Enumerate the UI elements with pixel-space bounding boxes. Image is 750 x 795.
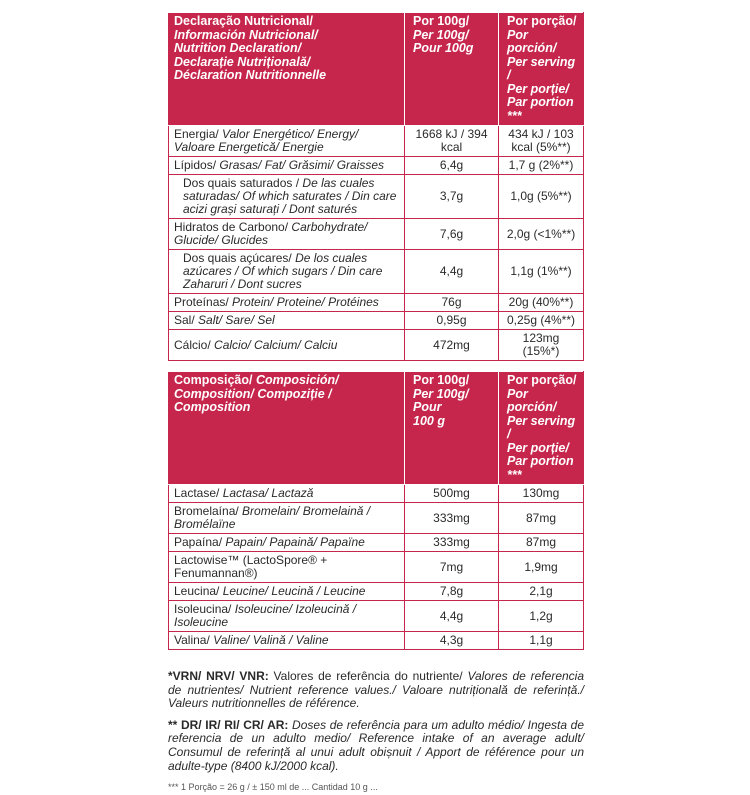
nutrition-row: [169, 219, 584, 250]
nutrition-value-portion: 20g (40%**): [499, 294, 584, 312]
nutrition-label-rest: Grasas/ Fat/ Grăsimi/ Graisses: [216, 158, 385, 172]
composition-label-lead: Lactase/: [174, 486, 220, 500]
composition-row: [169, 552, 584, 583]
comp-per100-pt: Por 100g/: [413, 373, 470, 387]
nutrition-label-lead: Proteínas/: [174, 295, 229, 309]
composition-row: [169, 583, 584, 601]
comp-per100-line: Per 100g/: [413, 386, 469, 401]
nutrition-value-100g: 6,4g: [405, 157, 499, 175]
comp-per100-line: Pour: [413, 400, 442, 414]
nutrition-value-portion: 1,0g (5%**): [499, 175, 584, 219]
header-per100-line: Per 100g/: [413, 27, 469, 42]
nutrition-label-rest: De los cuales azúcares / Of which sugars / Din care Zaharuri / Dont sucres: [183, 251, 383, 291]
footnote-vrn-pt: Valores de referência do nutriente/: [268, 669, 463, 683]
composition-value-portion: 1,1g: [499, 632, 584, 650]
nutrition-header-title: [169, 13, 405, 126]
composition-label-rest: Valine/ Valină / Valine: [209, 633, 329, 647]
footnote-dr-label: ** DR/ IR/ RI/ CR/ AR:: [168, 717, 289, 732]
footnote-vrn-label: *VRN/ NRV/ VNR:: [168, 669, 269, 683]
nutrition-value-portion: 1,1g (1%**): [499, 250, 584, 294]
nutrition-value-100g: 0,95g: [405, 312, 499, 330]
nutrition-value-100g: 472mg: [405, 330, 499, 361]
footnote-vrn: [168, 670, 584, 711]
footnote-vrn-text: Valores de referencia de nutrientes/ Nutrient reference values./ Valoare nutrițională de referință./ Valeurs nutritionnelles de référence.: [168, 669, 584, 711]
nutrition-label: [168, 12, 584, 793]
nutrition-label-rest: Valor Energético/ Energy/ Valoare Energetică/ Energie: [174, 127, 359, 154]
composition-label: [169, 534, 405, 552]
composition-value-portion: 1,9mg: [499, 552, 584, 583]
comp-portion-line: Por porción/: [507, 386, 557, 414]
header-per100-pt: Por 100g/: [413, 14, 470, 28]
composition-label: [169, 503, 405, 534]
header-portion-line: Par portion ***: [507, 95, 574, 123]
comp-title-line: Composition/ Compoziție /: [174, 386, 332, 401]
nutrition-label-lead: Dos quais saturados /: [183, 176, 300, 190]
header-title-line: Declarație Nutrițională/: [174, 54, 311, 69]
nutrition-table: [168, 12, 584, 361]
header-portion-line: Per porție/: [507, 81, 569, 96]
nutrition-row: [169, 157, 584, 175]
nutrition-value-100g: 1668 kJ / 394 kcal: [405, 126, 499, 157]
nutrition-label: [169, 175, 405, 219]
composition-label-lead: Valina/: [174, 633, 210, 647]
composition-label-rest: Isoleucine/ Izoleucină / Isoleucine: [174, 602, 357, 629]
composition-row: [169, 601, 584, 632]
nutrition-header-per100: [405, 13, 499, 126]
composition-value-100g: 333mg: [405, 503, 499, 534]
nutrition-body: [169, 126, 584, 361]
header-title-pt: Declaração Nutricional/: [174, 14, 313, 28]
nutrition-value-portion: 434 kJ / 103 kcal (5%**): [499, 126, 584, 157]
nutrition-value-100g: 7,6g: [405, 219, 499, 250]
nutrition-label-rest: Salt/ Sare/ Sel: [194, 313, 275, 327]
comp-per100-line: 100 g: [413, 413, 445, 428]
nutrition-label: [169, 157, 405, 175]
composition-label-lead: Papaína/: [174, 535, 223, 549]
nutrition-value-100g: 3,7g: [405, 175, 499, 219]
composition-label-rest: Papain/ Papaină/ Papaïne: [222, 535, 365, 549]
nutrition-label-lead: Dos quais açúcares/: [183, 251, 292, 265]
nutrition-label: [169, 294, 405, 312]
nutrition-label-lead: Energia/: [174, 127, 219, 141]
composition-header-title: [169, 372, 405, 485]
composition-value-portion: 87mg: [499, 534, 584, 552]
composition-row: [169, 485, 584, 503]
nutrition-header-portion: [499, 13, 584, 126]
header-title-line: Déclaration Nutritionnelle: [174, 68, 327, 82]
composition-label-rest: Bromelain/ Bromelaină / Bromélaïne: [174, 504, 371, 531]
composition-label: [169, 583, 405, 601]
composition-value-100g: 333mg: [405, 534, 499, 552]
header-portion-pt: Por porção/: [507, 14, 577, 28]
nutrition-label-lead: Cálcio/: [174, 337, 211, 352]
composition-value-portion: 130mg: [499, 485, 584, 503]
nutrition-label-rest: Protein/ Proteine/ Protéines: [228, 295, 379, 309]
header-per100-line: Pour 100g: [413, 41, 474, 55]
header-portion-line: Per serving /: [507, 54, 576, 82]
comp-portion-line: Per porție/: [507, 440, 569, 455]
composition-label-lead: Bromelaína/: [174, 504, 239, 518]
composition-row: [169, 632, 584, 650]
composition-label: [169, 601, 405, 632]
nutrition-header-row: [169, 13, 584, 126]
comp-portion-line: Per serving /: [507, 413, 576, 441]
nutrition-label-rest: Calcio/ Calcium/ Calciu: [210, 337, 338, 352]
composition-value-portion: 1,2g: [499, 601, 584, 632]
nutrition-value-100g: 76g: [405, 294, 499, 312]
nutrition-label-lead: Sal/: [174, 313, 195, 327]
footnote-cut-line: *** 1 Porção = 26 g / ± 150 ml de ... Cantidad 10 g ...: [168, 782, 378, 793]
footnote-dr: [168, 719, 584, 773]
composition-value-100g: 4,3g: [405, 632, 499, 650]
composition-label-lead: Leucina/: [174, 584, 220, 598]
composition-label: [169, 552, 405, 583]
composition-label-rest: Lactasa/ Lactază: [219, 486, 314, 500]
composition-table: [168, 371, 584, 650]
comp-title-line: Composición/: [255, 373, 339, 387]
composition-row: [169, 503, 584, 534]
nutrition-row: [169, 175, 584, 219]
composition-value-100g: 4,4g: [405, 601, 499, 632]
nutrition-label-rest: Carbohydrate/ Glucide/ Glucides: [174, 220, 368, 247]
composition-header-row: [169, 372, 584, 485]
composition-header-per100: [405, 372, 499, 485]
composition-label: [169, 632, 405, 650]
nutrition-value-portion: 2,0g (<1%**): [499, 219, 584, 250]
comp-portion-line: Par portion ***: [507, 454, 574, 482]
composition-label: [169, 485, 405, 503]
nutrition-row: [169, 250, 584, 294]
composition-label-lead: Isoleucina/: [174, 602, 232, 616]
composition-label-rest: Leucine/ Leucină / Leucine: [219, 584, 366, 598]
footnotes: [168, 669, 584, 793]
nutrition-value-portion: 0,25g (4%**): [499, 312, 584, 330]
nutrition-row: [169, 126, 584, 157]
nutrition-label-lead: Lípidos/: [174, 158, 217, 172]
nutrition-value-portion: 1,7 g (2%**): [499, 157, 584, 175]
nutrition-label-lead: Hidratos de Carbono/: [174, 220, 289, 234]
comp-title-pt: Composição/: [174, 373, 253, 387]
nutrition-label: [169, 250, 405, 294]
nutrition-label-rest: De las cuales saturadas/ Of which saturates / Din care acizi grași saturați / Dont saturés: [183, 176, 397, 216]
composition-value-100g: 500mg: [405, 485, 499, 503]
composition-value-100g: 7mg: [405, 552, 499, 583]
nutrition-label: [169, 330, 405, 361]
composition-row: [169, 534, 584, 552]
header-title-line: Información Nutricional/: [174, 27, 318, 42]
header-title-line: Nutrition Declaration/: [174, 41, 302, 55]
header-portion-line: Por porción/: [507, 27, 557, 55]
footnote-dr-text: Doses de referência para um adulto médio/ Ingesta de referencia de un adulto medio/ Reference intake of an average adult/ Consumul de referință al unui adult obișnuit / Apport de référence pour un adulte-type (8400 kJ/2000 kcal).: [168, 717, 584, 773]
nutrition-row: [169, 330, 584, 361]
nutrition-label: [169, 126, 405, 157]
nutrition-label: [169, 219, 405, 250]
nutrition-row: [169, 312, 584, 330]
composition-value-portion: 2,1g: [499, 583, 584, 601]
comp-portion-pt: Por porção/: [507, 373, 577, 387]
nutrition-label: [169, 312, 405, 330]
nutrition-row: [169, 294, 584, 312]
composition-value-portion: 87mg: [499, 503, 584, 534]
composition-label-rest: (LactoSpore® + Fenumannan®): [174, 553, 328, 580]
nutrition-value-100g: 4,4g: [405, 250, 499, 294]
nutrition-value-portion: 123mg (15%*): [499, 330, 584, 361]
composition-header-portion: [499, 372, 584, 485]
composition-body: [169, 485, 584, 650]
composition-value-100g: 7,8g: [405, 583, 499, 601]
comp-title-line: Composition: [174, 400, 251, 414]
composition-label-lead: Lactowise™: [174, 553, 240, 567]
